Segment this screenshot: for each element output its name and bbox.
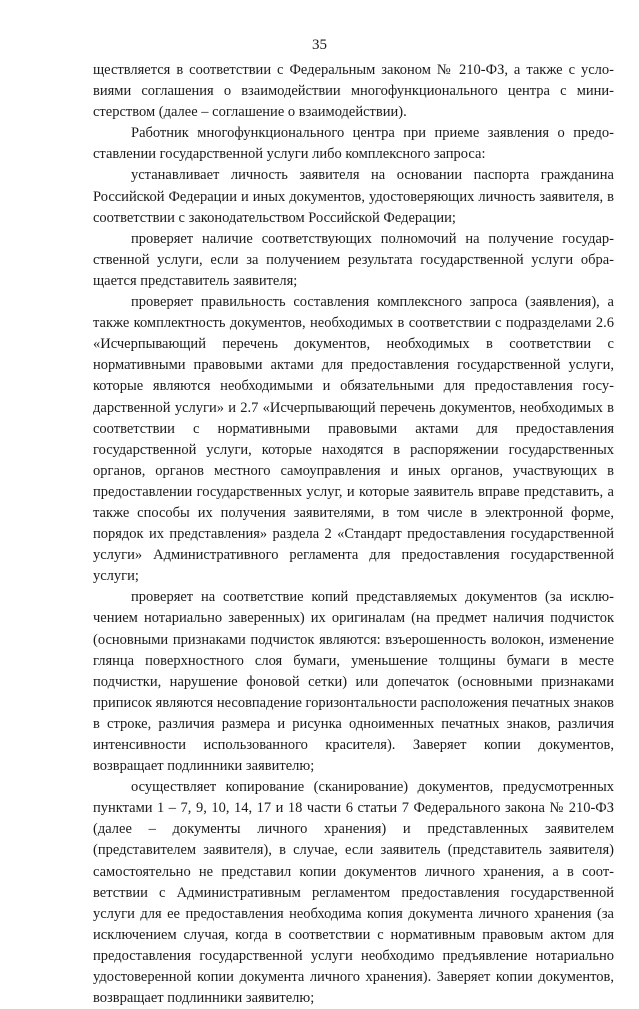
- paragraph-scanning: осуществляет копирование (сканирование) документов, предусмотренных пунктами 1 – 7, 9, 10, 14, 17 и 18 части 6 статьи 7 Федерального закона № 210-ФЗ (далее – документы личного хранения) и представленных заявителем (представителем заявителя), в случае, если заявитель (представитель заявителя) самостоятельно не представил копии документов личного хранения, а в соответствии с Административным регламентом предоставления государственной услуги для ее предоставления необходима копия документа личного хранения (за исключением случая, когда в соответствии с нормативным правовым актом для предоставления государственной услуги необходимо предъявление нотариально удостоверенной копии документа личного хранения). Заверяет копии документов, возвращает подлинники заявителю;: [93, 779, 614, 1007]
- paragraph-mfc-worker-intro: Работник многофункционального центра при приеме заявления о предоставлении государственной услуги либо комплексного запроса:: [93, 125, 614, 163]
- paragraph-authority-check: проверяет наличие соответствующих полномочий на получение государственной услуги, если за получением результата государственной услуги обращается представитель заявителя;: [93, 230, 614, 289]
- page-number: 35: [312, 37, 327, 53]
- document-body: [93, 60, 614, 1009]
- paragraph-continuation: ществляется в соответствии с Федеральным законом № 210-ФЗ, а также с условиями соглашения о взаимодействии многофункционального центра с министерством (далее – соглашение о взаимодействии).: [93, 62, 614, 121]
- paragraph-copies-verification: проверяет на соответствие копий представляемых документов (за исключением нотариально заверенных) их оригиналам (на предмет наличия подчисток (основными признаками подчисток являются: взъерошенность волокон, изменение глянца поверхностного слоя бумаги, уменьшение толщины бумаги в месте подчистки, нарушение фоновой сетки) или допечаток (основными признаками приписок являются несовпадение горизонтальности расположения печатных знаков в строке, различия размера и рисунка одноименных печатных знаков, различия интенсивности использованного красителя). Заверяет копии документов, возвращает подлинники заявителю;: [93, 589, 614, 775]
- paragraph-completeness-check: проверяет правильность составления комплексного запроса (заявления), а также комплектность документов, необходимых в соответствии с подразделами 2.6 «Исчерпывающий перечень документов, необходимых в соответствии с нормативными правовыми актами для предоставления государственной услуги, которые являются необходимыми и обязательными для предоставления государственной услуги» и 2.7 «Исчерпывающий перечень документов, необходимых в соответствии с нормативными правовыми актами для предоставления государственной услуги, которые находятся в распоряжении государственных органов, органов местного самоуправления и иных органов, участвующих в предоставлении государственных услуг, и которые заявитель вправе представить, а также способы их получения заявителями, в том числе в электронной форме, порядок их представления» раздела 2 «Стандарт предоставления государственной услуги» Административного регламента для предоставления государственной услуги;: [93, 294, 614, 585]
- paragraph-identity-check: устанавливает личность заявителя на основании паспорта гражданина Российской Федерации и иных документов, удостоверяющих личность заявителя, в соответствии с законодательством Российской Федерации;: [93, 167, 614, 226]
